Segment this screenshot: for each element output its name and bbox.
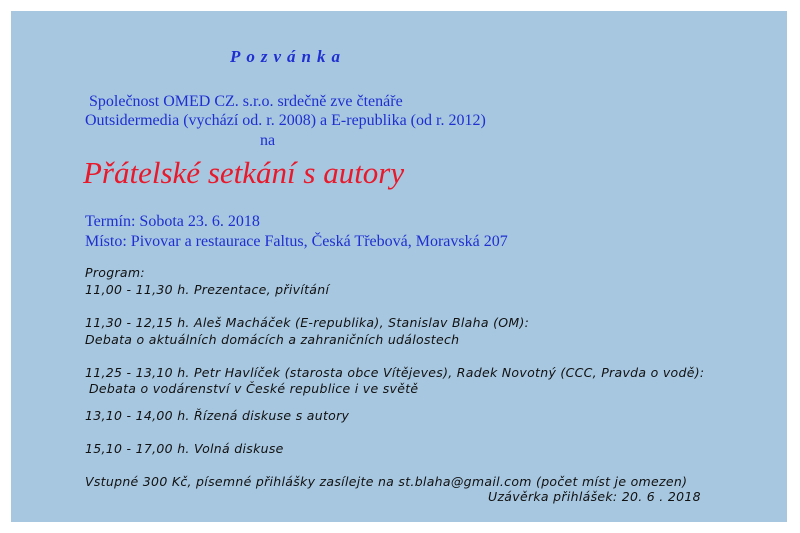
registration-info: Vstupné 300 Kč, písemné přihlášky zasílejte na st.blaha@gmail.com (počet míst je omezen) — [85, 474, 688, 489]
intro-line-3: na — [260, 132, 276, 149]
program-item-3-topic: Debata o vodárenství v České republice i ve světě — [89, 381, 419, 396]
program-item-4: 13,10 - 14,00 h. Řízená diskuse s autory — [85, 408, 350, 423]
program-item-2-title: 11,30 - 12,15 h. Aleš Macháček (E-republika), Stanislav Blaha (OM): — [85, 315, 530, 330]
program-heading: Program: — [85, 265, 145, 280]
event-place: Místo: Pivovar a restaurace Faltus, Česká Třebová, Moravská 207 — [85, 233, 508, 250]
program-item-3-title: 11,25 - 13,10 h. Petr Havlíček (starosta obce Vítějeves), Radek Novotný (CCC, Pravda o vodě): — [85, 365, 705, 380]
registration-deadline: Uzávěrka přihlášek: 20. 6 . 2018 — [488, 489, 701, 504]
program-item-2-topic: Debata o aktuálních domácích a zahraničních událostech — [85, 332, 460, 347]
program-item-5: 15,10 - 17,00 h. Volná diskuse — [85, 441, 284, 456]
event-date: Termín: Sobota 23. 6. 2018 — [85, 213, 260, 230]
invitation-card — [11, 11, 787, 522]
intro-line-2: Outsidermedia (vychází od. r. 2008) a E-republika (od r. 2012) — [85, 112, 486, 129]
invitation-title: Pozvánka — [230, 47, 346, 66]
event-headline: Přátelské setkání s autory — [83, 155, 405, 190]
program-item-1: 11,00 - 11,30 h. Prezentace, přivítání — [85, 282, 330, 297]
intro-line-1: Společnost OMED CZ. s.r.o. srdečně zve čtenáře — [89, 93, 403, 110]
